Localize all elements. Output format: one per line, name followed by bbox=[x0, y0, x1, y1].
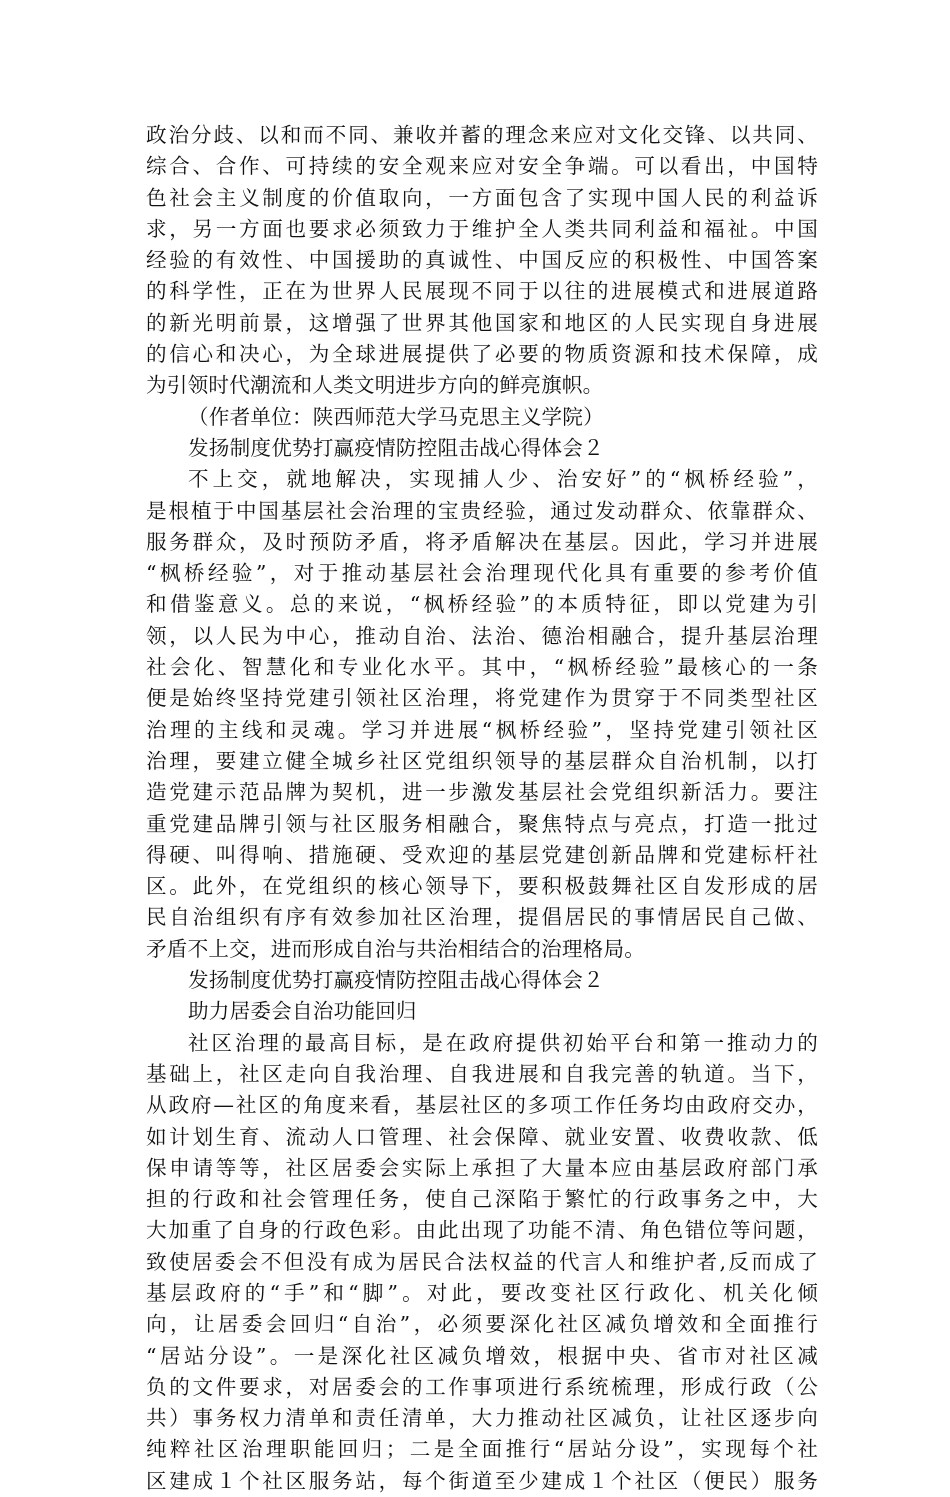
text-line: 基础上，社区走向自我治理、自我进展和自我完善的轨道。当下， bbox=[146, 1061, 818, 1086]
text-line: 区建成１个社区服务站，每个街道至少建成１个社区（便民）服务 bbox=[146, 1468, 818, 1493]
text-line: 致使居委会不但没有成为居民合法权益的代言人和维护者,反而成了 bbox=[146, 1249, 818, 1274]
text-line: 造党建示范品牌为契机，进一步激发基层社会党组织新活力。要注 bbox=[146, 780, 818, 805]
text-line: “居站分设”。一是深化社区减负增效，根据中央、省市对社区减 bbox=[146, 1343, 818, 1368]
text-line: 向，让居委会回归“自治”，必须要深化社区减负增效和全面推行 bbox=[146, 1312, 818, 1337]
text-line: 服务群众，及时预防矛盾，将矛盾解决在基层。因此，学习并进展 bbox=[146, 529, 818, 554]
text-line: 矛盾不上交，进而形成自治与共治相结合的治理格局。 bbox=[146, 936, 646, 961]
text-line: 的信心和决心，为全球进展提供了必要的物质资源和技术保障，成 bbox=[146, 342, 818, 367]
text-line: 和借鉴意义。总的来说，“枫桥经验”的本质特征，即以党建为引 bbox=[146, 592, 818, 617]
text-line: “枫桥经验”，对于推动基层社会治理现代化具有重要的参考价值 bbox=[146, 561, 818, 586]
text-line: 社会化、智慧化和专业化水平。其中，“枫桥经验”最核心的一条 bbox=[146, 655, 818, 680]
text-line: 如计划生育、流动人口管理、社会保障、就业安置、收费收款、低 bbox=[146, 1124, 818, 1149]
text-line: 政治分歧、以和而不同、兼收并蓄的理念来应对文化交锋、以共同、 bbox=[146, 123, 818, 147]
text-line: 纯粹社区治理职能回归；二是全面推行“居站分设”，实现每个社 bbox=[146, 1437, 818, 1462]
text-line: 是根植于中国基层社会治理的宝贵经验，通过发动群众、依靠群众、 bbox=[146, 498, 818, 523]
text-line: 经验的有效性、中国援助的真诚性、中国反应的积极性、中国答案 bbox=[146, 248, 818, 273]
text-line: 求，另一方面也要求必须致力于维护全人类共同利益和福祉。中国 bbox=[146, 216, 818, 241]
subsection-heading: 助力居委会自治功能回归 bbox=[188, 999, 417, 1024]
text-line: 为引领时代潮流和人类文明进步方向的鲜亮旗帜。 bbox=[146, 373, 604, 398]
text-line: 保申请等等，社区居委会实际上承担了大量本应由基层政府部门承 bbox=[146, 1155, 818, 1180]
section-heading: 发扬制度优势打赢疫情防控阻击战心得体会２ bbox=[188, 435, 604, 460]
text-line: 便是始终坚持党建引领社区治理，将党建作为贯穿于不同类型社区 bbox=[146, 686, 818, 711]
text-line: 民自治组织有序有效参加社区治理，提倡居民的事情居民自己做、 bbox=[146, 905, 818, 930]
text-line: 的新光明前景，这增强了世界其他国家和地区的人民实现自身进展 bbox=[146, 310, 818, 335]
text-line: 大加重了自身的行政色彩。由此出现了功能不清、角色错位等问题， bbox=[146, 1218, 818, 1243]
text-line: 担的行政和社会管理任务，使自己深陷于繁忙的行政事务之中，大 bbox=[146, 1187, 818, 1212]
section-heading: 发扬制度优势打赢疫情防控阻击战心得体会２ bbox=[188, 968, 604, 993]
text-line: 重党建品牌引领与社区服务相融合，聚焦特点与亮点，打造一批过 bbox=[146, 811, 818, 836]
text-line: 色社会主义制度的价值取向，一方面包含了实现中国人民的利益诉 bbox=[146, 185, 818, 210]
paragraph-first-line: 不上交，就地解决，实现捕人少、治安好”的“枫桥经验”， bbox=[188, 467, 818, 492]
body-text bbox=[146, 120, 818, 1497]
paragraph-first-line: 社区治理的最高目标，是在政府提供初始平台和第一推动力的 bbox=[188, 1030, 818, 1055]
text-line: 负的文件要求，对居委会的工作事项进行系统梳理，形成行政（公 bbox=[146, 1374, 818, 1399]
author-affiliation: （作者单位：陕西师范大学马克思主义学院） bbox=[188, 404, 604, 429]
text-line: 的科学性，正在为世界人民展现不同于以往的进展模式和进展道路 bbox=[146, 279, 818, 304]
text-line: 治理的主线和灵魂。学习并进展“枫桥经验”，坚持党建引领社区 bbox=[146, 717, 818, 742]
text-line: 区。此外，在党组织的核心领导下，要积极鼓舞社区自发形成的居 bbox=[146, 874, 818, 899]
text-line: 基层政府的“手”和“脚”。对此，要改变社区行政化、机关化倾 bbox=[146, 1280, 818, 1305]
text-line: 得硬、叫得响、措施硬、受欢迎的基层党建创新品牌和党建标杆社 bbox=[146, 842, 818, 867]
text-line: 从政府—社区的角度来看，基层社区的多项工作任务均由政府交办， bbox=[146, 1093, 818, 1118]
text-line: 共）事务权力清单和责任清单，大力推动社区减负，让社区逐步向 bbox=[146, 1406, 818, 1431]
text-line: 领，以人民为中心，推动自治、法治、德治相融合，提升基层治理 bbox=[146, 623, 818, 648]
text-line: 综合、合作、可持续的安全观来应对安全争端。可以看出，中国特 bbox=[146, 154, 818, 179]
text-line: 治理，要建立健全城乡社区党组织领导的基层群众自治机制，以打 bbox=[146, 748, 818, 773]
